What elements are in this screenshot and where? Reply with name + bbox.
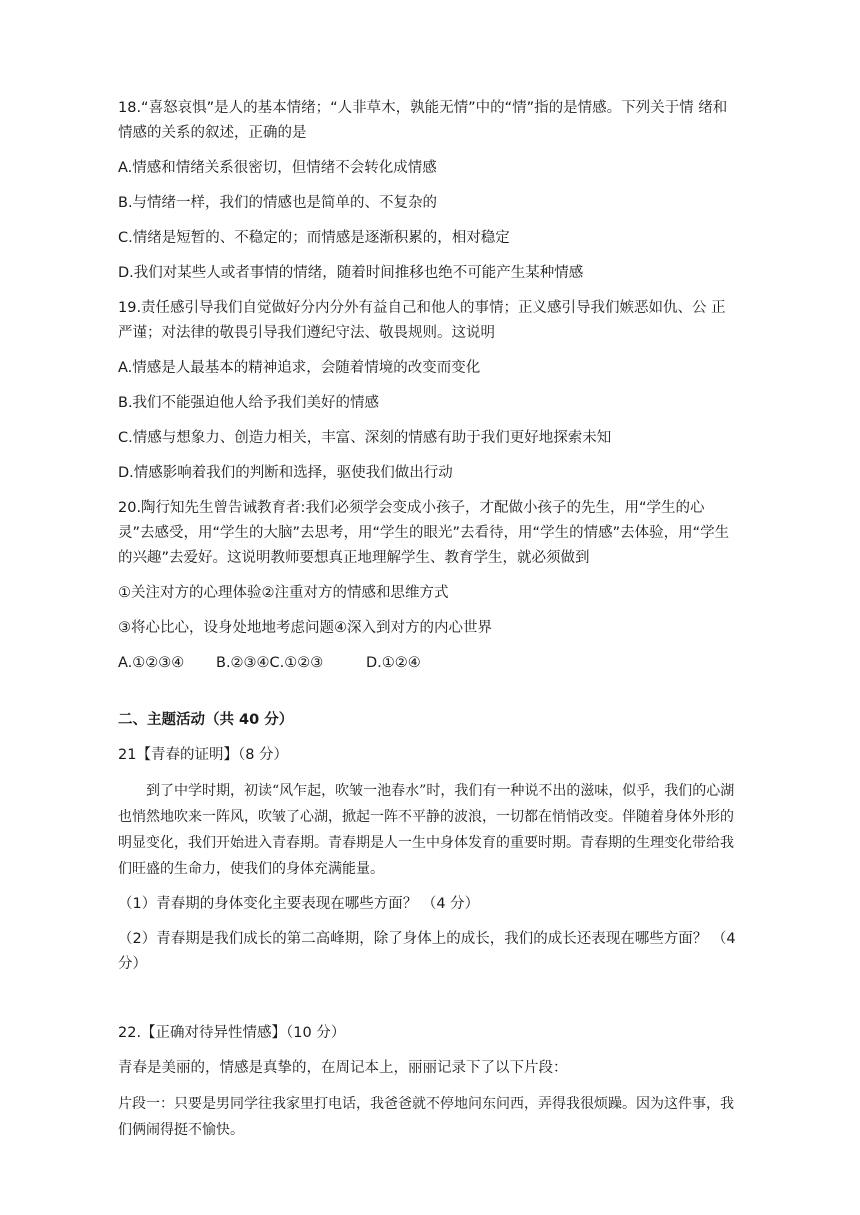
question-20-choice-a: A.①②③④ <box>118 655 185 671</box>
question-20-stem: 20.陶行知先生曾告诫教育者:我们必须学会变成小孩子，才配做小孩子的先生，用“学生的心灵”去感受，用“学生的大脑”去思考，用“学生的眼光”去看待，用“学生的情感”去体验，用“学生的兴趣”去爱好。这说明教师要想真正地理解学生、教育学生，就必须做到 <box>118 500 730 566</box>
question-20-choice-bc: B.②③④C.①②③ <box>216 655 324 671</box>
question-22 <box>118 1021 740 1143</box>
question-20-choices <box>118 651 740 676</box>
question-19 <box>118 296 740 486</box>
question-21-title: 21【青春的证明】（8 分） <box>118 747 289 763</box>
question-20-statement-2: ③将心比心，设身处地地考虑问题④深入到对方的内心世界 <box>118 620 492 636</box>
question-18-option-c: C.情绪是短暂的、不稳定的；而情感是逐渐积累的，相对稳定 <box>118 230 510 246</box>
question-22-intro: 青春是美丽的，情感是真挚的，在周记本上，丽丽记录下了以下片段： <box>118 1060 568 1076</box>
question-21-sub-2: （2）青春期是我们成长的第二高峰期，除了身体上的成长，我们的成长还表现在哪些方面？ （4 分） <box>118 931 736 972</box>
question-20 <box>118 496 740 676</box>
question-21-sub-1: （1）青春期的身体变化主要表现在哪些方面？ （4 分） <box>118 896 480 912</box>
question-22-title: 22.【正确对待异性情感】（10 分） <box>118 1025 346 1041</box>
exam-page <box>118 96 740 1153</box>
question-18-stem: 18.“喜怒哀惧”是人的基本情绪；“人非草木，孰能无情”中的“情”指的是情感。下列关于情 绪和情感的关系的叙述，正确的是 <box>118 100 728 141</box>
question-19-option-c: C.情感与想象力、创造力相关，丰富、深刻的情感有助于我们更好地探索未知 <box>118 430 612 446</box>
question-19-option-d: D.情感影响着我们的判断和选择，驱使我们做出行动 <box>118 465 453 481</box>
question-19-option-b: B.我们不能强迫他人给予我们美好的情感 <box>118 395 380 411</box>
question-18 <box>118 96 740 286</box>
question-22-fragment-1: 片段一：只要是男同学往我家里打电话，我爸爸就不停地问东问西，弄得我很烦躁。因为这件事，我们俩闹得挺不愉快。 <box>118 1096 734 1138</box>
section-2-title: 二、主题活动（共 40 分） <box>118 712 294 728</box>
question-21-passage: 到了中学时期，初读“风乍起，吹皱一池春水”时，我们有一种说不出的滋味，似乎，我们的心湖也悄然地吹来一阵风，吹皱了心湖，掀起一阵不平静的波浪，一切都在悄悄改变。伴随着身体外形的明显变化，我们开始进入青春期。青春期是人一生中身体发育的重要时期。青春期的生理变化带给我们旺盛的生命力，使我们的身体充满能量。 <box>118 783 735 877</box>
question-21 <box>118 743 740 977</box>
question-20-statement-1: ①关注对方的心理体验②注重对方的情感和思维方式 <box>118 585 449 601</box>
question-18-option-b: B.与情绪一样，我们的情感也是简单的、不复杂的 <box>118 195 438 211</box>
question-18-option-a: A.情感和情绪关系很密切，但情绪不会转化成情感 <box>118 160 437 176</box>
question-18-option-d: D.我们对某些人或者事情的情绪，随着时间推移也绝不可能产生某种情感 <box>118 265 584 281</box>
question-19-stem: 19.责任感引导我们自觉做好分内分外有益自己和他人的事情；正义感引导我们嫉恶如仇、公 正严谨；对法律的敬畏引导我们遵纪守法、敬畏规则。这说明 <box>118 300 726 341</box>
question-19-option-a: A.情感是人最基本的精神追求，会随着情境的改变而变化 <box>118 360 481 376</box>
question-20-choice-d: D.①②④ <box>366 655 421 671</box>
